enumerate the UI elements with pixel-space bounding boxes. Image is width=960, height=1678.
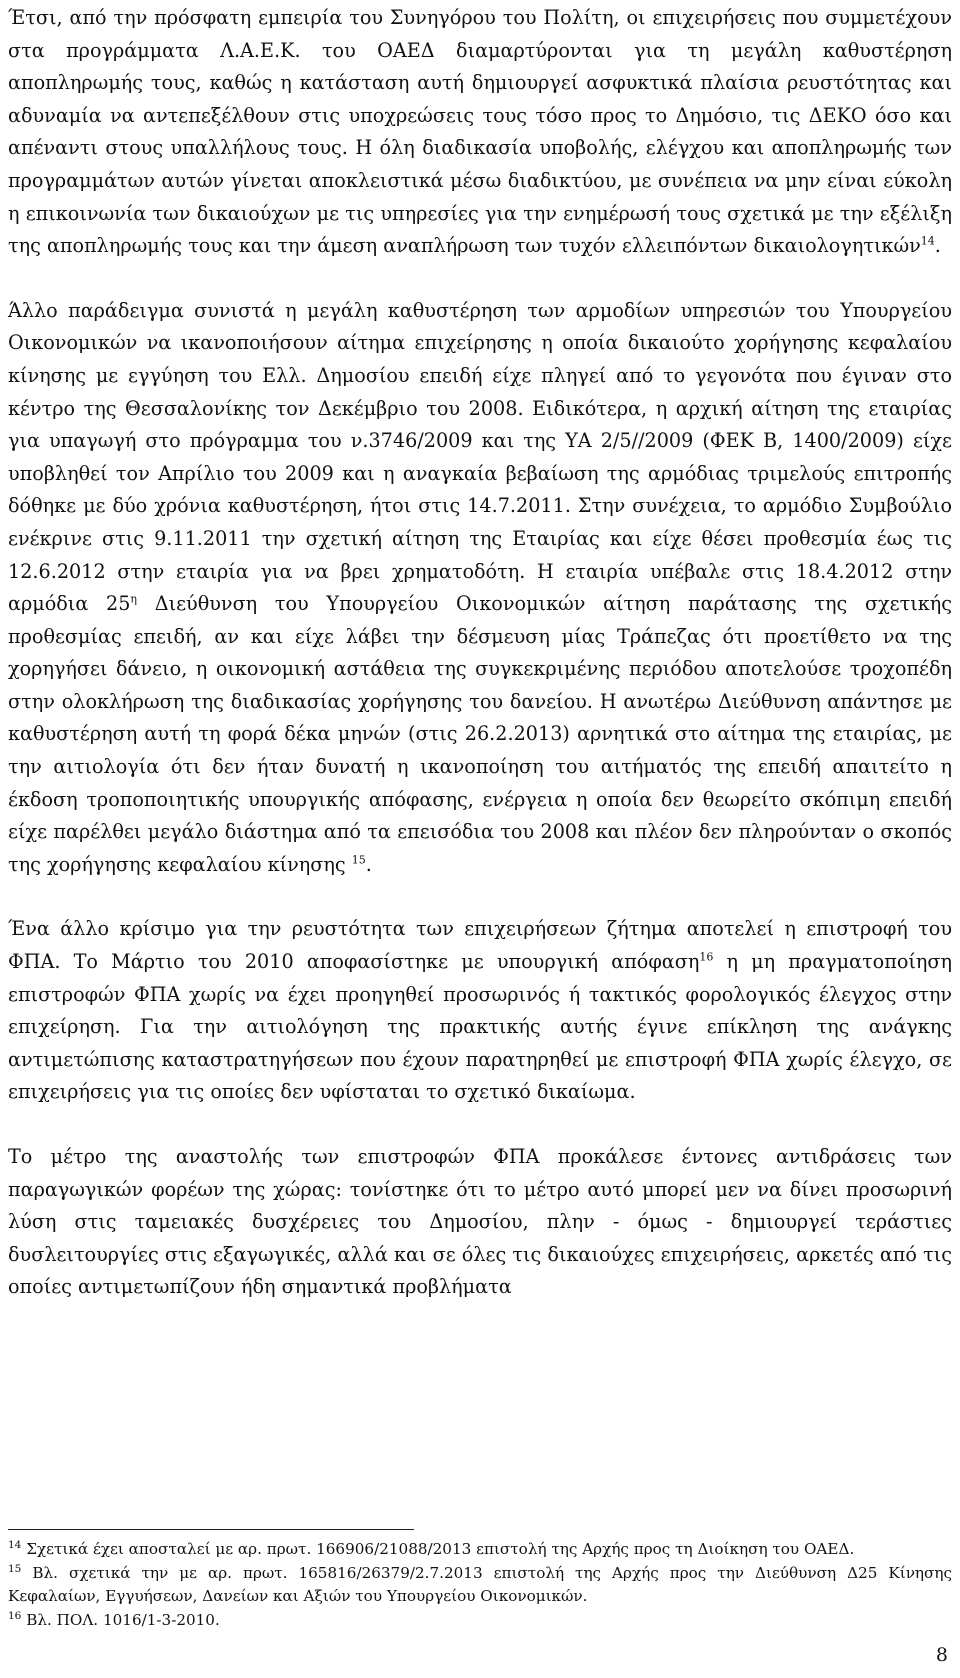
footnote-number: 16 [8,1609,22,1622]
footnote-number: 14 [8,1538,22,1551]
footnote-divider [8,1529,414,1530]
paragraph-2 [8,295,952,882]
paragraph-4 [8,1141,952,1304]
footnote-reference-15[interactable]: 15 [351,853,366,867]
page-number: 8 [935,1644,948,1666]
paragraph-text: Άλλο παράδειγμα συνιστά η μεγάλη καθυστέρηση των αρμοδίων υπηρεσιών του Υπουργείου Οικονομικών να ικανοποιήσουν αίτημα επιχείρησης η οποία δικαιούτο χορήγησης κεφαλαίου κίνησης με εγγύηση του Ελλ. Δημοσίου επειδή είχε πληγεί από το γεγονότα που έγιναν στο κέντρο της Θεσσαλονίκης τον Δεκέμβριο του 2008. Ειδικότερα, η αρχική αίτηση της εταιρίας για υπαγωγή στο πρόγραμμα του ν.3746/2009 και της ΥΑ 2/5//2009 (ΦΕΚ Β, 1400/2009) είχε υποβληθεί τον Απρίλιο του 2009 και η αναγκαία βεβαίωση της αρμόδιας τριμελούς επιτροπής δόθηκε με δύο χρόνια καθυστέρηση, ήτοι στις 14.7.2011. Στην συνέχεια, το αρμόδιο Συμβούλιο ενέκρινε στις 9.11.2011 την σχετική αίτηση της Εταιρίας και είχε θέσει προθεσμία έως τις 12.6.2012 στην εταιρία για να βρει χρηματοδότη. Η εταιρία υπέβαλε στις 18.4.2012 στην αρμόδια 25 [8,298,952,616]
footnote-14 [8,1538,952,1562]
paragraph-text: . [365,852,372,876]
paragraph-text: Ένα άλλο κρίσιμο για την ρευστότητα των επιχειρήσεων ζήτημα αποτελεί η επιστροφή του ΦΠΑ. Το Μάρτιο του 2010 αποφασίστηκε με υπουργική απόφαση [8,917,952,974]
footnote-text: Βλ. ΠΟΛ. 1016/1-3-2010. [21,1610,220,1629]
footnote-number: 15 [8,1562,22,1575]
footnote-text: Σχετικά έχει αποσταλεί με αρ. πρωτ. 166906/21088/2013 επιστολή της Αρχής προς τη Διοίκηση του ΟΑΕΔ. [21,1540,855,1558]
footnotes [8,1538,952,1632]
body-text [8,2,952,1304]
paragraph-text: Το μέτρο της αναστολής των επιστροφών ΦΠΑ προκάλεσε έντονες αντιδράσεις των παραγωγικών φορέων της χώρας: τονίστηκε ότι το μέτρο αυτό μπορεί μεν να δίνει προσωρινή λύση στις ταμειακές δυσχέρειες του Δημοσίου, πλην - όμως - δημιουργεί τεράστιες δυσλειτουργίες στις εξαγωγικές, αλλά και σε όλες τις δικαιούχες επιχειρήσεις, αρκετές από τις οποίες αντιμετωπίζουν ήδη σημαντικά προβλήματα [8,1145,952,1299]
ordinal-suffix: η [130,592,138,606]
paragraph-3 [8,913,952,1109]
footnote-text: Βλ. σχετικά την με αρ. πρωτ. 165816/26379/2.7.2013 επιστολή της Αρχής προς την Διεύθυνση Δ25 Κίνησης Κεφαλαίων, Εγγυήσεων, Δανείων και Αξιών του Υπουργείου Οικονομικών. [8,1563,952,1605]
paragraph-text: Διεύθυνση του Υπουργείου Οικονομικών αίτηση παράτασης της σχετικής προθεσμίας επειδή, αν και είχε λάβει την δέσμευση μίας Τράπεζας ότι προετίθετο να της χορηγήσει δάνειο, η οικονομική αστάθεια της συγκεκριμένης περιόδου αποτελούσε τροχοπέδη στην ολοκλήρωση της διαδικασίας χορήγησης του δανείου. Η ανωτέρω Διεύθυνση απάντησε με καθυστέρηση αυτή τη φορά δέκα μηνών (στις 26.2.2013) αρνητικά στο αίτημα της εταιρίας, με την αιτιολογία ότι δεν ήταν δυνατή η ικανοποίηση του αιτήματός της επειδή απαιτείτο η έκδοση τροποποιητικής υπουργικής απόφασης, ενέργεια η οποία δεν θεωρείτο σκόπιμη επειδή είχε παρέλθει μεγάλο διάστημα από τα επεισόδια του 2008 και πλέον δεν πληρούνταν ο σκοπός της χορήγησης κεφαλαίου κίνησης [8,592,952,876]
paragraph-text: η μη πραγματοποίηση επιστροφών ΦΠΑ χωρίς να έχει προηγηθεί προσωρινός ή τακτικός φορολογικός έλεγχος στην επιχείρηση. Για την αιτιολόγηση της πρακτικής αυτής έγινε επίκληση της ανάγκης αντιμετώπισης καταστρατηγήσεων που έχουν παρατηρηθεί με επιστροφή ΦΠΑ χωρίς έλεγχο, σε επιχειρήσεις για τις οποίες δεν υφίσταται το σχετικό δικαίωμα. [8,950,952,1104]
footnote-16 [8,1609,952,1633]
footnote-reference-16[interactable]: 16 [699,950,714,964]
footnote-15 [8,1562,952,1609]
paragraph-text: Έτσι, από την πρόσφατη εμπειρία του Συνηγόρου του Πολίτη, οι επιχειρήσεις που συμμετέχουν στα προγράμματα Λ.Α.Ε.Κ. του ΟΑΕΔ διαμαρτύρονται για τη μεγάλη καθυστέρηση αποπληρωμής τους, καθώς η κατάσταση αυτή δημιουργεί ασφυκτικά πλαίσια ρευστότητας και αδυναμία να αντεπεξέλθουν στις υποχρεώσεις τους τόσο προς το Δημόσιο, τις ΔΕΚΟ όσο και απέναντι στους υπαλλήλους τους. Η όλη διαδικασία υποβολής, ελέγχου και αποπληρωμής των προγραμμάτων αυτών γίνεται αποκλειστικά μέσω διαδικτύου, με συνέπεια να μην είναι εύκολη η επικοινωνία των δικαιούχων με τις υπηρεσίες για την ενημέρωσή τους σχετικά με την εξέλιξη της αποπληρωμής τους και την άμεση αναπλήρωση των τυχόν ελλειπόντων δικαιολογητικών [8,6,952,258]
paragraph-1 [8,2,952,263]
paragraph-text: . [934,234,941,258]
footnote-reference-14[interactable]: 14 [920,234,935,248]
